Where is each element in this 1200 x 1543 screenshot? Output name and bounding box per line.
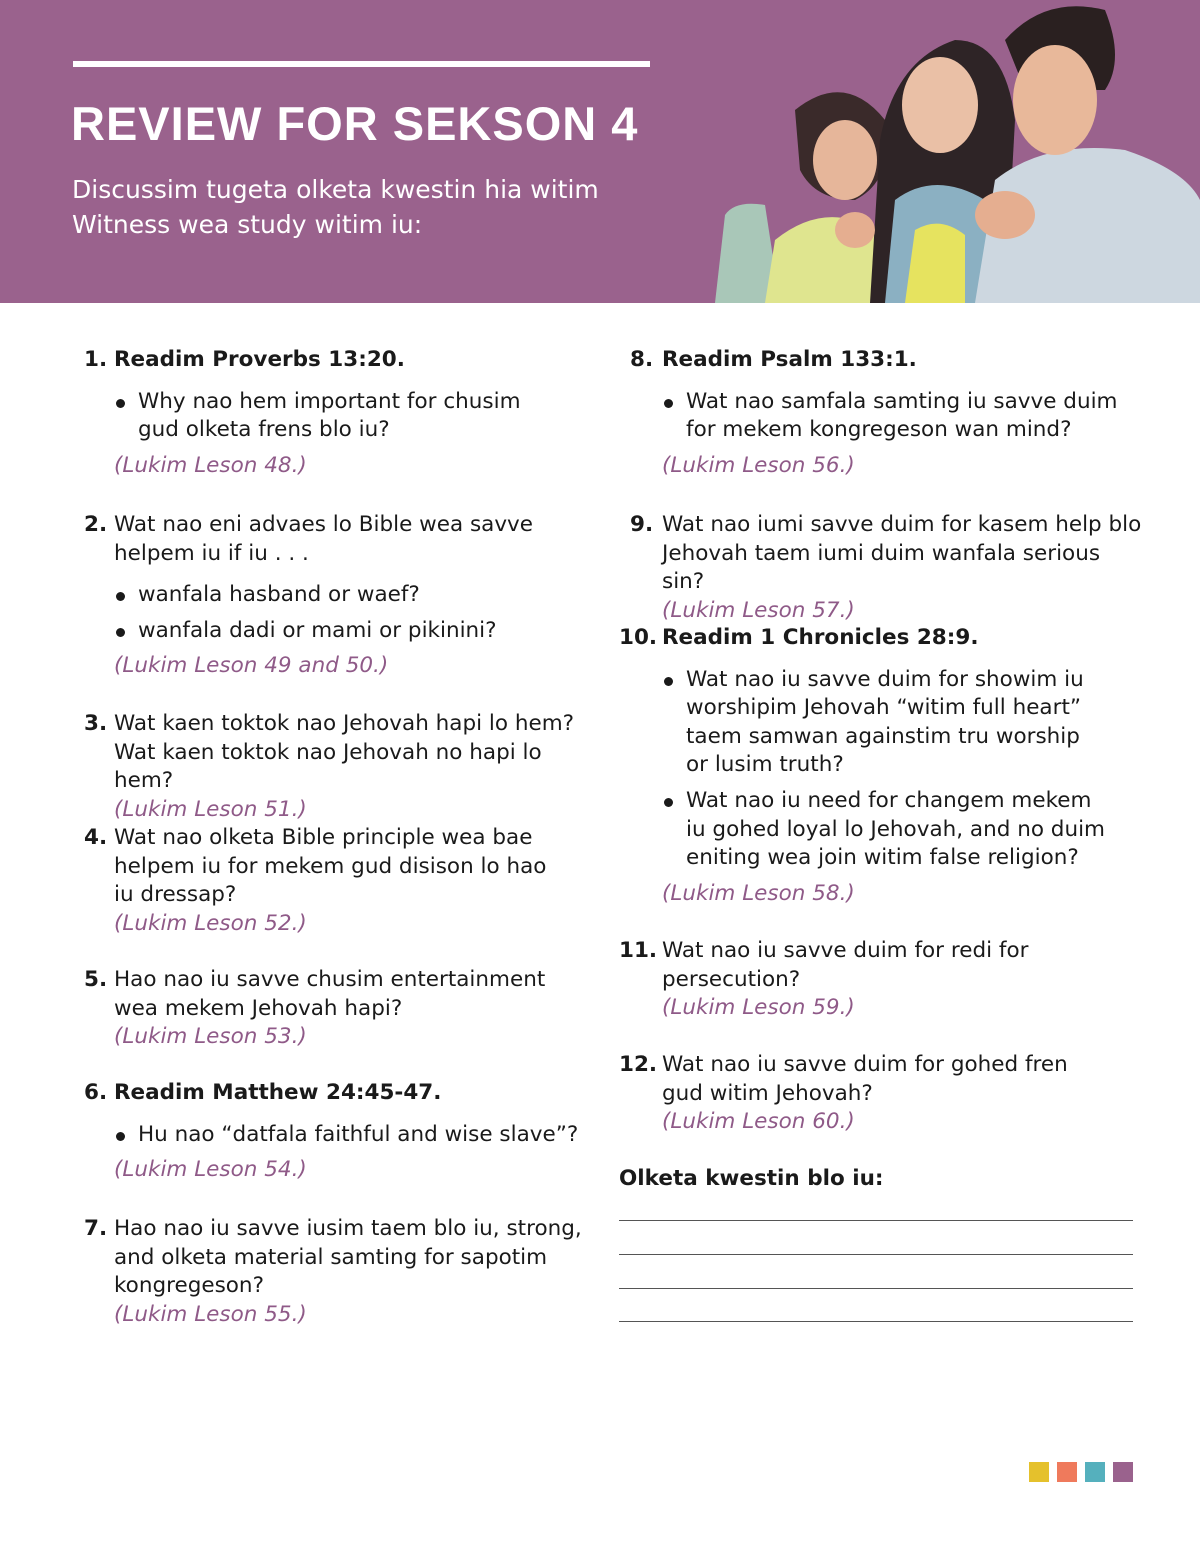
question-text: Readim Psalm 133:1. [662,347,917,372]
page-subtitle: Discussim tugeta olketa kwestin hia witim Witness wea study witim iu: [72,175,599,239]
color-square [1057,1462,1077,1482]
question-number: 2. [84,512,108,537]
lesson-reference: (Lukim Leson 58.) [662,880,855,906]
question-number: 11. [619,938,658,963]
question-bullet: wanfala hasband or waef? [114,581,594,610]
question-text: Wat kaen toktok nao Jehovah hapi lo hem? Wat kaen toktok nao Jehovah no hapi lo hem? [114,711,575,794]
lesson-reference: (Lukim Leson 55.) [114,1301,307,1327]
question-item [619,624,1142,908]
header-rule [73,61,650,67]
color-square [1029,1462,1049,1482]
question-text: Readim Proverbs 13:20. [114,347,405,372]
question-number: 5. [84,967,108,992]
lesson-reference: (Lukim Leson 59.) [662,995,855,1021]
lesson-reference: (Lukim Leson 53.) [114,1024,307,1050]
question-item [84,346,594,480]
question-bullet: wanfala dadi or mami or pikinini? [114,617,594,646]
question-text: Wat nao iu savve duim for redi for persecution? [662,938,1029,992]
question-text: Wat nao eni advaes lo Bible wea savve helpem iu if iu . . . [114,512,533,566]
question-item [84,1079,594,1185]
question-bullet: Wat nao samfala samting iu savve duim for mekem kongregeson wan mind? [662,388,1142,445]
question-text: Readim 1 Chronicles 28:9. [662,625,979,650]
question-number: 9. [630,512,654,537]
question-number: 4. [84,825,108,850]
own-questions-label: Olketa kwestin blo iu: [619,1166,884,1191]
lesson-reference: (Lukim Leson 52.) [114,910,307,936]
lesson-reference: (Lukim Leson 57.) [662,597,855,623]
question-item [84,511,594,681]
question-number: 6. [84,1080,108,1105]
question-text: Wat nao iu savve duim for gohed fren gud witim Jehovah? [662,1052,1068,1106]
question-item [619,937,1142,1023]
color-square [1085,1462,1105,1482]
color-square [1113,1462,1133,1482]
lesson-reference: (Lukim Leson 49 and 50.) [114,653,389,679]
header-banner [0,0,1200,303]
writing-line[interactable] [619,1288,1133,1289]
lesson-reference: (Lukim Leson 51.) [114,796,307,822]
question-bullet: Wat nao iu need for changem mekem iu gohed loyal lo Jehovah, and no duim eniting wea join witim false religion? [662,787,1142,873]
writing-line[interactable] [619,1254,1133,1255]
question-item [84,966,594,1052]
question-bullet: Hu nao “datfala faithful and wise slave”? [114,1121,594,1150]
question-number: 10. [619,625,658,650]
page-title: REVIEW FOR SEKSON 4 [71,97,639,150]
question-bullet: Wat nao iu savve duim for showim iu worshipim Jehovah “witim full heart” taem samwan againstim tru worship or lusim truth? [662,666,1142,780]
question-item [630,346,1142,480]
question-number: 8. [630,347,654,372]
question-number: 1. [84,347,108,372]
question-text: Wat nao olketa Bible principle wea bae helpem iu for mekem gud disison lo hao iu dressap? [114,825,547,908]
question-item [84,710,594,824]
question-number: 7. [84,1216,108,1241]
question-text: Hao nao iu savve iusim taem blo iu, strong, and olketa material samting for sapotim kongregeson? [114,1216,582,1299]
writing-line[interactable] [619,1220,1133,1221]
question-item [84,824,594,938]
question-number: 3. [84,711,108,736]
question-text: Hao nao iu savve chusim entertainment wea mekem Jehovah hapi? [114,967,546,1021]
question-item [630,511,1142,625]
family-praying-illustration [705,0,1200,303]
question-text: Wat nao iumi savve duim for kasem help blo Jehovah taem iumi duim wanfala serious sin? [662,512,1142,595]
lesson-reference: (Lukim Leson 56.) [662,452,855,478]
lesson-reference: (Lukim Leson 54.) [114,1157,307,1183]
writing-line[interactable] [619,1321,1133,1322]
lesson-reference: (Lukim Leson 48.) [114,452,307,478]
question-bullet: Why nao hem important for chusim gud olketa frens blo iu? [114,388,594,445]
question-item [619,1051,1142,1137]
lesson-reference: (Lukim Leson 60.) [662,1109,855,1135]
question-text: Readim Matthew 24:45-47. [114,1080,442,1105]
question-item [84,1215,594,1329]
question-number: 12. [619,1052,658,1077]
